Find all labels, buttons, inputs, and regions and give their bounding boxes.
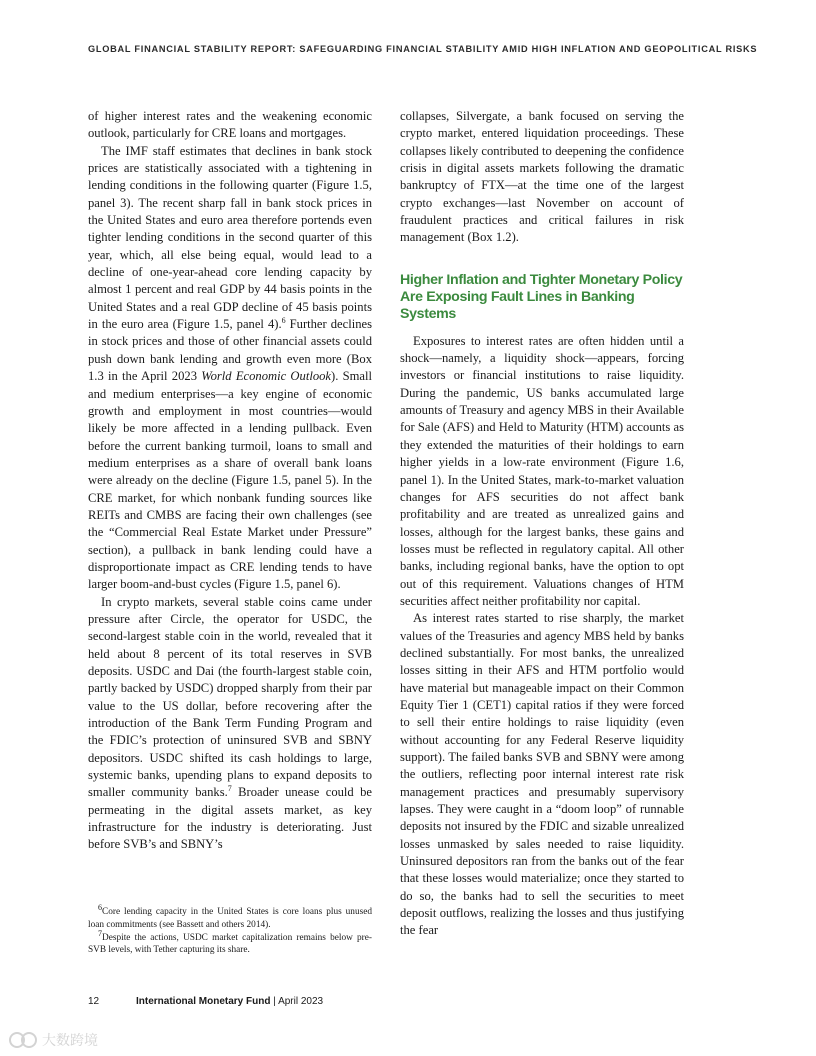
paragraph: collapses, Silvergate, a bank focused on serving the crypto market, entered liquidation proceedings. These collapses likely contributed to deepening the confidence crisis in digital assets markets following the dramatic bankruptcy of FTX—at the time one of the largest crypto exchanges—last November on account of fraudulent practices and critical failures in risk management (Box 1.2). <box>400 109 684 245</box>
right-column <box>400 108 684 940</box>
running-header: GLOBAL FINANCIAL STABILITY REPORT: SAFEGUARDING FINANCIAL STABILITY AMID HIGH INFLATION AND GEOPOLITICAL RISKS <box>88 44 758 54</box>
paragraph: In crypto markets, several stable coins came under pressure after Circle, the operator for USDC, the second-largest stable coin in the world, revealed that it held about 8 percent of its total reserves in SVB deposits. USDC and Dai (the fourth-largest stable coin, partly backed by USDC) dropped sharply from their par value to the US dollar, before recovering after the introduction of the Bank Term Funding Program and the FDIC’s protection of uninsured SVB and SBNY depositors. USDC shifted its cash holdings to large, systemic banks, upending plans to expand deposits to smaller community banks.$^7$ Broader unease could be permeating in the digital assets market, as key infrastructure for the industry is deteriorating. Just before SVB’s and SBNY’s <box>88 594 372 852</box>
footnote-ref: 7 <box>227 784 232 794</box>
page-number: 12 <box>88 996 100 1007</box>
page-footer <box>88 996 323 1007</box>
paragraph: As interest rates started to rise sharply, the market values of the Treasuries and agency MBS held by banks declined substantially. For most banks, the unrealized losses sitting in their AFS and HTM portfolio would have material but manageable impact on their Common Equity Tier 1 (CET1) capital ratios if they were forced to sell their entire holdings to raise liquidity (even without accounting for any Federal Reserve liquidity support). The failed banks SVB and SBNY were among the outliers, reflecting poor internal interest rate risk management practices and presumably supervisory lapses. They were caught in a “doom loop” of runnable deposits not insured by the FDIC and sizable unrealized losses unmasked by sales needed to raise liquidity. Uninsured depositors ran from the banks out of the fear that these losses would materialize; once they started to do so, the banks had to sell the securities to meet deposit outflows, realizing the losses and thus justifying the fear <box>400 611 684 938</box>
footnotes <box>88 902 372 957</box>
watermark-text: 大数跨境 <box>42 1033 98 1049</box>
publication-date: April 2023 <box>278 996 324 1007</box>
watermark <box>8 1030 98 1050</box>
watermark-logo-icon <box>8 1031 38 1049</box>
footnote: $^6$Core lending capacity in the United States is core loans plus unused loan commitments (see Bassett and others 2014). <box>88 902 372 930</box>
footnote: $^7$Despite the actions, USDC market capitalization remains below pre-SVB levels, with Tether capturing its share. <box>88 928 372 956</box>
section-heading: Higher Inflation and Tighter Monetary Policy Are Exposing Fault Lines in Banking Systems <box>400 271 683 322</box>
publisher: International Monetary Fund <box>136 996 271 1007</box>
paragraph: Exposures to interest rates are often hidden until a shock—namely, a liquidity shock—appears, forcing investors or financial institutions to raise liquidity. During the pandemic, US banks accumulated large amounts of Treasury and agency MBS in their Available for Sale (AFS) and Held to Maturity (HTM) accounts as they extended the maturities of their holdings to earn higher yields in a low-rate environment (Figure 1.6, panel 1). In the United States, mark-to-market valuation changes for AFS securities do not affect bank profitability and are treated as unrealized gains and losses, although for the largest banks, these gains and losses must be reflected in regulatory capital. All other banks, including regional banks, have the option to opt out of this requirement. Valuations changes of HTM securities affect neither profitability nor capital. <box>400 333 684 608</box>
paragraph: The IMF staff estimates that declines in bank stock prices are statistically associated with a tightening in lending conditions in the following quarter (Figure 1.5, panel 3). The recent sharp fall in bank stock prices in the United States and euro area therefore portends even tighter lending conditions in the second quarter of this year, which, all else being equal, would lead to a decline of one-year-ahead core lending capacity by almost 1 percent and real GDP by 44 basis points in the United States and a real GDP decline of 45 basis points in the euro area (Figure 1.5, panel 4).$^6$ Further declines in stock prices and those of other financial assets could push down bank lending and growth even more (Box 1.3 in the April 2023 World Economic Outlook). Small and medium enterprises—a key engine of economic growth and employment in most countries—would likely be more affected in a lending pullback. Even before the current banking turmoil, loans to small and medium enterprises as a share of overall bank loans were already on the decline (Figure 1.5, panel 5). In the CRE market, for which nonbank funding sources like REITs and CMBS are facing their own challenges (see the “Commercial Real Estate Market under Pressure” section), a pullback in bank lending could have a disproportionate impact as CRE lending tends to have larger boom-and-bust cycles (Figure 1.5, panel 6). <box>88 143 373 592</box>
left-column <box>88 108 372 854</box>
footnote-ref: 6 <box>281 315 286 325</box>
paragraph: of higher interest rates and the weakening economic outlook, particularly for CRE loans and mortgages. <box>88 109 372 141</box>
footer-separator: | <box>270 996 279 1007</box>
